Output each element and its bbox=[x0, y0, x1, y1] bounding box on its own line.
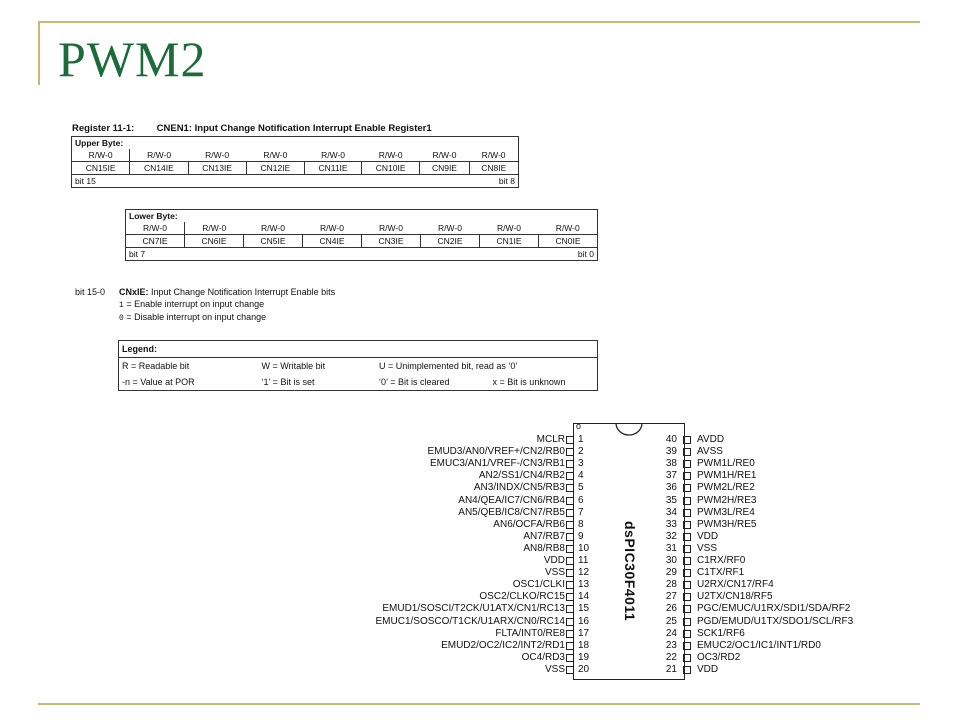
pin-pad bbox=[683, 666, 691, 674]
pin-number: 15 bbox=[578, 603, 590, 615]
access-cell: R/W-0 bbox=[261, 223, 285, 233]
pin-number: 34 bbox=[665, 506, 677, 518]
pin-pad bbox=[683, 484, 691, 492]
pin-number: 25 bbox=[665, 615, 677, 627]
pin-label: EMUC1/SOSCO/T1CK/U1ARX/CN0/RC14 bbox=[375, 615, 565, 627]
pin-number: 38 bbox=[665, 458, 677, 470]
lower-bit-range bbox=[126, 248, 598, 261]
pin-number: 9 bbox=[578, 530, 584, 542]
enable-line bbox=[119, 299, 264, 310]
bit-cell-cn11ie: CN11IE bbox=[305, 162, 362, 175]
pin-pad bbox=[566, 460, 574, 468]
pin-label: AVDD bbox=[697, 434, 725, 445]
legend-por: -n = Value at POR bbox=[122, 377, 195, 387]
upper-bit-range bbox=[72, 175, 519, 188]
bit-left-label: bit 15 bbox=[75, 176, 96, 186]
pin-number: 4 bbox=[578, 470, 584, 482]
pin-label: AN4/QEA/IC7/CN6/RB4 bbox=[458, 494, 565, 506]
pin-label: EMUD3/AN0/VREF+/CN2/RB0 bbox=[427, 446, 565, 458]
access-cell: R/W-0 bbox=[72, 149, 130, 162]
pin-pad bbox=[566, 630, 574, 638]
legend-unknown: x = Bit is unknown bbox=[492, 377, 566, 387]
access-cell: R/W-0 bbox=[202, 223, 227, 233]
access-cell: R/W-0 bbox=[263, 150, 288, 160]
lower-byte-header: Lower Byte: bbox=[126, 210, 598, 223]
bit-left-label: bit 7 bbox=[129, 249, 146, 259]
pin-label: AN5/QEB/IC8/CN7/RB5 bbox=[458, 506, 565, 518]
lower-byte-table bbox=[125, 209, 598, 261]
chip-notch bbox=[614, 423, 644, 437]
pin-pad bbox=[683, 569, 691, 577]
bit-cell-cn14ie: CN14IE bbox=[130, 162, 188, 175]
pin-pad bbox=[683, 497, 691, 505]
pin-pad bbox=[566, 605, 574, 613]
pin-number: 39 bbox=[665, 446, 677, 458]
access-cell: R/W-0 bbox=[320, 223, 344, 233]
bit-cell-cn9ie: CN9IE bbox=[420, 162, 469, 175]
pin-label: OSC1/CLKI bbox=[512, 579, 565, 591]
pin-pad bbox=[566, 484, 574, 492]
pin-label: C1TX/RF1 bbox=[697, 567, 745, 579]
pin-pad bbox=[566, 509, 574, 517]
pin-pad bbox=[566, 497, 574, 505]
pin-pad bbox=[683, 521, 691, 529]
disable-code: 0 bbox=[119, 314, 124, 323]
pin-label: C1RX/RF0 bbox=[697, 555, 746, 566]
access-cell: R/W-0 bbox=[147, 150, 172, 160]
legend-cleared: ‘0’ = Bit is cleared bbox=[379, 377, 450, 387]
pin-label: PWM1H/RE1 bbox=[697, 470, 757, 482]
pin-number: 7 bbox=[578, 506, 584, 518]
chip-name: dsPIC30F4011 bbox=[622, 521, 638, 622]
pin-number: 32 bbox=[665, 530, 677, 542]
pin-number: 28 bbox=[665, 579, 677, 591]
enable-code: 1 bbox=[119, 301, 124, 310]
pin-label: U2TX/CN18/RF5 bbox=[697, 591, 773, 603]
access-cell: R/W-0 bbox=[469, 149, 518, 162]
bit-cell-cn3ie: CN3IE bbox=[362, 235, 421, 248]
register-label: Register 11-1: bbox=[72, 123, 135, 134]
pin-label: MCLR bbox=[536, 434, 565, 445]
pin-number: 22 bbox=[665, 651, 677, 663]
pin-label: PWM2H/RE3 bbox=[697, 494, 757, 506]
legend-row-2 bbox=[119, 374, 598, 391]
pin-pad bbox=[683, 581, 691, 589]
pin-number: 5 bbox=[578, 482, 584, 494]
pin-pad bbox=[566, 569, 574, 577]
legend-set: ‘1’ = Bit is set bbox=[261, 377, 315, 387]
pin-label: AN3/INDX/CN5/RB3 bbox=[473, 482, 565, 494]
pin-label: OSC2/CLKO/RC15 bbox=[479, 591, 565, 603]
pin-label: VSS bbox=[544, 567, 565, 579]
pin-pad bbox=[683, 642, 691, 650]
pin-number: 12 bbox=[578, 567, 590, 579]
register-heading bbox=[72, 123, 432, 134]
legend-row-1 bbox=[119, 358, 598, 375]
register-name: CNEN1: Input Change Notification Interrupt Enable Register1 bbox=[156, 123, 432, 134]
pin-pad bbox=[683, 472, 691, 480]
access-cell: R/W-0 bbox=[126, 222, 185, 235]
pin-number: 6 bbox=[578, 494, 584, 506]
pin-label: AN6/OCFA/RB6 bbox=[493, 518, 565, 530]
upper-byte-header: Upper Byte: bbox=[72, 137, 519, 150]
access-cell: R/W-0 bbox=[438, 223, 462, 233]
bit-right-label: bit 8 bbox=[498, 176, 515, 186]
pin-pad bbox=[683, 436, 691, 444]
pin-number: 16 bbox=[578, 615, 590, 627]
pin-label: U2RX/CN17/RF4 bbox=[697, 579, 774, 591]
pin-pad bbox=[566, 545, 574, 553]
pin-label: VDD bbox=[697, 530, 719, 542]
upper-byte-table bbox=[71, 136, 519, 188]
pin-pad bbox=[683, 605, 691, 613]
pin-label: PGC/EMUC/U1RX/SDI1/SDA/RF2 bbox=[697, 603, 851, 615]
pin-number: 40 bbox=[665, 434, 677, 445]
pin-number: 30 bbox=[665, 555, 677, 566]
access-cell: R/W-0 bbox=[379, 223, 403, 233]
access-cell: R/W-0 bbox=[205, 150, 230, 160]
pin-label: EMUD2/OC2/IC2/INT2/RD1 bbox=[441, 639, 565, 651]
pin-label: OC4/RD3 bbox=[521, 651, 565, 663]
field-name: CNxIE: bbox=[119, 287, 149, 297]
access-cell: R/W-0 bbox=[321, 150, 345, 160]
lower-bits-row bbox=[126, 235, 598, 248]
bit-range-label: bit 15-0 bbox=[75, 287, 106, 297]
legend-writable: W = Writable bit bbox=[261, 361, 326, 371]
pin1-marker: o bbox=[576, 421, 582, 431]
pin-pad bbox=[683, 509, 691, 517]
access-cell: R/W-0 bbox=[432, 150, 457, 160]
bit-cell-cn12ie: CN12IE bbox=[246, 162, 304, 175]
upper-bits-row bbox=[72, 162, 519, 175]
pin-number: 18 bbox=[578, 639, 590, 651]
pin-number: 3 bbox=[578, 458, 584, 470]
pin-pad bbox=[566, 593, 574, 601]
pin-pad bbox=[566, 666, 574, 674]
pin-number: 24 bbox=[665, 627, 677, 639]
pin-number: 36 bbox=[665, 482, 677, 494]
pin-number: 26 bbox=[665, 603, 677, 615]
pin-number: 10 bbox=[578, 542, 590, 554]
pin-pad bbox=[566, 472, 574, 480]
pin-pad bbox=[566, 557, 574, 565]
pin-label: EMUD1/SOSCI/T2CK/U1ATX/CN1/RC13 bbox=[382, 603, 565, 615]
pin-number: 27 bbox=[665, 591, 677, 603]
pin-pad bbox=[683, 545, 691, 553]
pin-number: 33 bbox=[665, 518, 677, 530]
bit-cell-cn2ie: CN2IE bbox=[421, 235, 480, 248]
pin-pad bbox=[683, 630, 691, 638]
pin-label: PWM3L/RE4 bbox=[697, 506, 755, 518]
bit-right-label: bit 0 bbox=[577, 249, 594, 259]
bit-cell-cn6ie: CN6IE bbox=[185, 235, 244, 248]
bit-cell-cn13ie: CN13IE bbox=[188, 162, 246, 175]
pin-label: FLTA/INT0/RE8 bbox=[495, 627, 565, 639]
pin-pad bbox=[566, 448, 574, 456]
pin-pad bbox=[566, 581, 574, 589]
legend-readable: R = Readable bit bbox=[122, 361, 190, 371]
pin-pad bbox=[683, 618, 691, 626]
left-accent-line bbox=[38, 21, 40, 85]
pin-label: PWM2L/RE2 bbox=[697, 482, 755, 494]
pin-pad bbox=[566, 618, 574, 626]
bit-cell-cn8ie: CN8IE bbox=[469, 162, 518, 175]
bit-cell-cn0ie: CN0IE bbox=[539, 235, 598, 248]
pin-number: 20 bbox=[578, 663, 590, 675]
pin-label: PWM3H/RE5 bbox=[697, 518, 757, 530]
pin-pad bbox=[566, 533, 574, 541]
pin-number: 13 bbox=[578, 579, 590, 591]
pin-number: 14 bbox=[578, 591, 590, 603]
access-cell: R/W-0 bbox=[497, 223, 521, 233]
pin-label: VSS bbox=[544, 663, 565, 675]
pin-label: OC3/RD2 bbox=[697, 651, 741, 663]
pin-number: 23 bbox=[665, 639, 677, 651]
pin-label: EMUC3/AN1/VREF-/CN3/RB1 bbox=[429, 458, 565, 470]
pin-label: AVSS bbox=[697, 446, 723, 458]
bit-cell-cn10ie: CN10IE bbox=[362, 162, 420, 175]
pin-pad bbox=[566, 521, 574, 529]
pin-pad bbox=[566, 642, 574, 650]
bottom-accent-line bbox=[38, 703, 920, 705]
pin-number: 17 bbox=[578, 627, 590, 639]
bit-cell-cn7ie: CN7IE bbox=[126, 235, 185, 248]
pin-number: 37 bbox=[665, 470, 677, 482]
field-description bbox=[119, 287, 335, 297]
bit-cell-cn5ie: CN5IE bbox=[244, 235, 303, 248]
pin-number: 2 bbox=[578, 446, 584, 458]
pin-pad bbox=[683, 533, 691, 541]
pin-label: SCK1/RF6 bbox=[697, 627, 745, 639]
legend-title: Legend: bbox=[119, 341, 598, 358]
pin-number: 21 bbox=[665, 663, 677, 675]
pin-pad bbox=[566, 654, 574, 662]
pin-pad bbox=[683, 448, 691, 456]
pin-label: PGD/EMUD/U1TX/SDO1/SCL/RF3 bbox=[697, 615, 854, 627]
pin-number: 11 bbox=[578, 555, 589, 566]
enable-text: = Enable interrupt on input change bbox=[126, 299, 265, 309]
pin-pad bbox=[683, 654, 691, 662]
pin-pad bbox=[566, 436, 574, 444]
lower-access-row bbox=[126, 222, 598, 235]
pin-number: 8 bbox=[578, 518, 584, 530]
top-accent-line bbox=[38, 21, 920, 23]
pin-number: 1 bbox=[578, 434, 584, 445]
access-cell: R/W-0 bbox=[539, 222, 598, 235]
access-cell: R/W-0 bbox=[378, 150, 403, 160]
pin-label: VDD bbox=[543, 555, 565, 566]
bit-cell-cn4ie: CN4IE bbox=[303, 235, 362, 248]
legend-table bbox=[118, 340, 598, 391]
pin-pad bbox=[683, 557, 691, 565]
upper-access-row bbox=[72, 149, 519, 162]
field-desc-text: Input Change Notification Interrupt Enable bits bbox=[151, 287, 336, 297]
legend-unimplemented: U = Unimplemented bit, read as ‘0’ bbox=[379, 361, 518, 371]
pin-number: 35 bbox=[665, 494, 677, 506]
pin-label: AN2/SS1/CN4/RB2 bbox=[478, 470, 565, 482]
disable-line bbox=[119, 312, 266, 323]
pin-number: 19 bbox=[578, 651, 590, 663]
pin-label: AN7/RB7 bbox=[523, 530, 565, 542]
pin-label: VSS bbox=[697, 542, 718, 554]
pin-pad bbox=[683, 460, 691, 468]
pin-number: 31 bbox=[665, 542, 677, 554]
pin-pad bbox=[683, 593, 691, 601]
disable-text: = Disable interrupt on input change bbox=[126, 312, 267, 322]
pin-label: AN8/RB8 bbox=[523, 542, 565, 554]
slide-title: PWM2 bbox=[58, 31, 207, 87]
pin-number: 29 bbox=[665, 567, 677, 579]
pin-label: VDD bbox=[697, 663, 719, 675]
pin-label: PWM1L/RE0 bbox=[697, 458, 755, 470]
pin-label: EMUC2/OC1/IC1/INT1/RD0 bbox=[697, 639, 821, 651]
bit-cell-cn1ie: CN1IE bbox=[480, 235, 539, 248]
bit-cell-cn15ie: CN15IE bbox=[72, 162, 130, 175]
